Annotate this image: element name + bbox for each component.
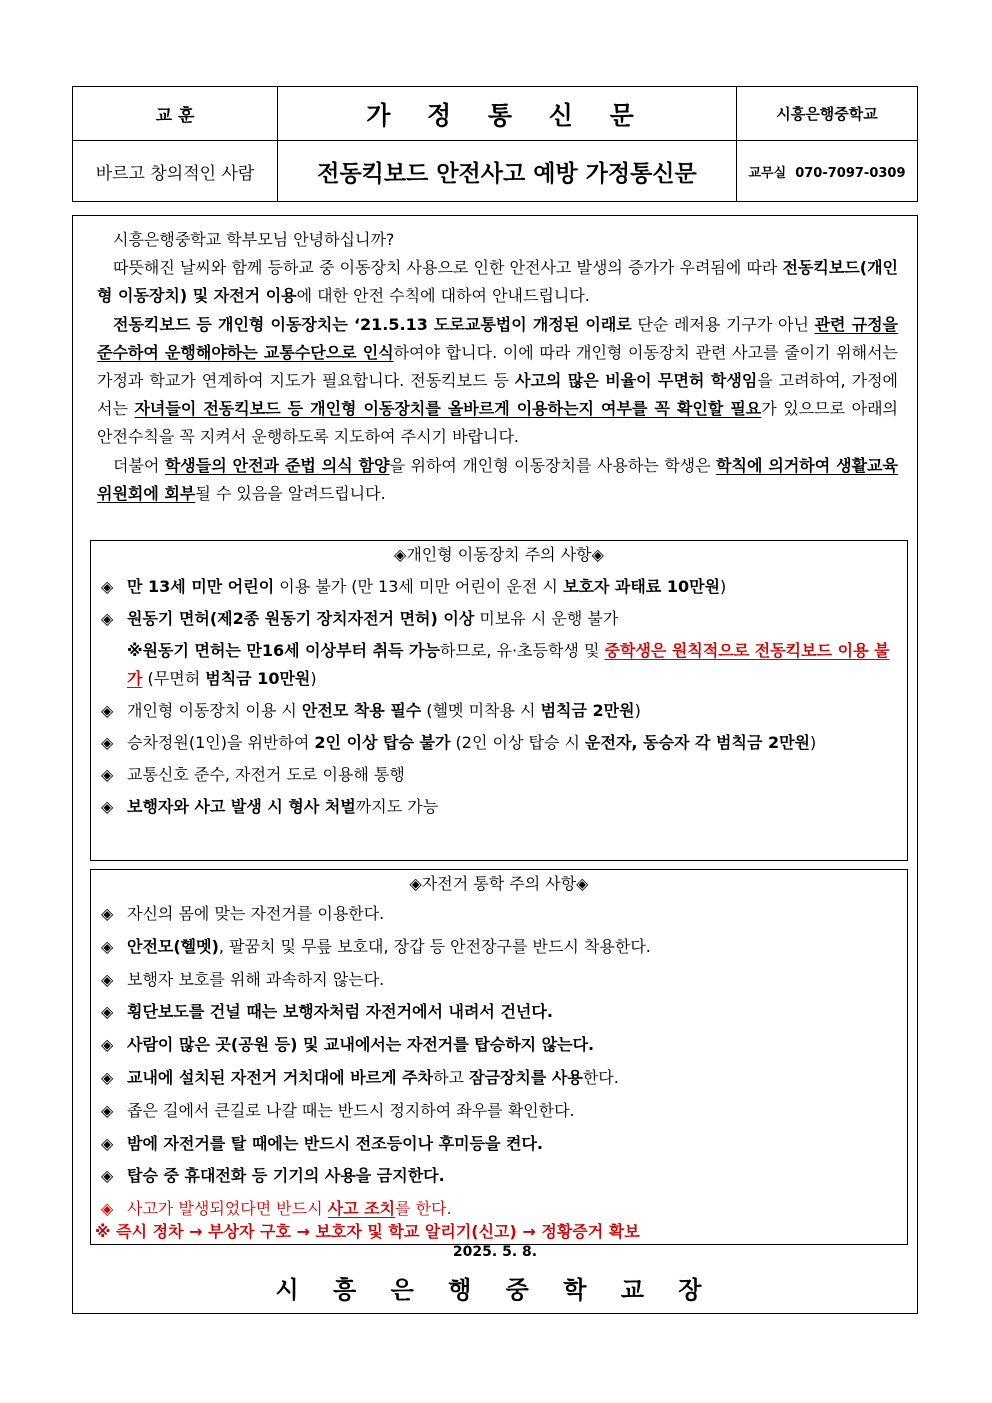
list-item: ◈ 밤에 자전거를 탈 때에는 반드시 전조등이나 후미등을 켠다. bbox=[91, 1128, 907, 1161]
diamond-bullet-icon: ◈ bbox=[101, 765, 114, 784]
list-item: ◈ 보행자와 사고 발생 시 형사 처벌까지도 가능 bbox=[91, 793, 907, 821]
motto-label: 교 훈 bbox=[73, 87, 278, 141]
list-item: ◈ 탑승 중 휴대전화 등 기기의 사용을 금지한다. bbox=[91, 1160, 907, 1193]
list-item: ◈ 사고가 발생되었다면 반드시 사고 조치를 한다. bbox=[91, 1193, 907, 1226]
diamond-bullet-icon: ◈ bbox=[101, 609, 114, 628]
list-item: ◈ 횡단보도를 건널 때는 보행자처럼 자전거에서 내려서 건넌다. bbox=[91, 996, 907, 1029]
intro-paragraph-1: 따뜻해진 날씨와 함께 등하교 중 이동장치 사용으로 인한 안전사고 발생의 증가가 우려됨에 따라 전동킥보드(개인형 이동장치) 및 자전거 이용에 대한 안전 수칙에 대하여 안내드립니다. bbox=[97, 258, 898, 306]
bike-caution-title: ◈자전거 통학 주의 사항◈ bbox=[409, 874, 589, 893]
list-item: ◈ 안전모(헬멧), 팔꿈치 및 무릎 보호대, 장갑 등 안전장구를 반드시 착용한다. bbox=[91, 931, 907, 964]
school-name: 시흥은행중학교 bbox=[737, 87, 918, 141]
office-phone: 교무실 070-7097-0309 bbox=[737, 141, 918, 202]
diamond-bullet-icon: ◈ bbox=[101, 733, 114, 752]
list-item: ◈ 좁은 길에서 큰길로 나갈 때는 반드시 정지하여 좌우를 확인한다. bbox=[91, 1095, 907, 1128]
header-table bbox=[72, 86, 918, 202]
bike-caution-box bbox=[90, 869, 908, 1245]
issue-date: 2025. 5. 8. bbox=[452, 1244, 538, 1260]
pm-caution-box bbox=[90, 540, 908, 861]
document-subtitle: 전동킥보드 안전사고 예방 가정통신문 bbox=[278, 141, 737, 202]
greeting: 시흥은행중학교 학부모님 안녕하십니까? bbox=[113, 230, 395, 249]
accident-procedure: ※ 즉시 정차 → 부상자 구호 → 보호자 및 학교 알리기(신고) → 정황증거 확보 bbox=[95, 1222, 640, 1241]
intro-text bbox=[97, 226, 898, 508]
diamond-bullet-icon: ◈ bbox=[101, 1166, 114, 1186]
intro-paragraph-3: 더불어 학생들의 안전과 준법 의식 함양을 위하여 개인형 이동장치를 사용하는 학생은 학칙에 의거하여 생활교육 위원회에 회부될 수 있음을 알려드립니다. bbox=[97, 455, 898, 503]
diamond-bullet-icon: ◈ bbox=[101, 1199, 114, 1219]
diamond-bullet-icon: ◈ bbox=[101, 797, 114, 816]
license-note: ※원동기 면허는 만16세 이상부터 취득 가능하므로, 유·초등학생 및 중학생은 원칙적으로 전동킥보드 이용 불가 (무면허 범칙금 10만원) bbox=[127, 641, 890, 688]
list-item: ◈ 만 13세 미만 어린이 이용 불가 (만 13세 미만 어린이 운전 시 보호자 과태료 10만원) bbox=[91, 573, 907, 601]
pm-caution-title: ◈개인형 이동장치 주의 사항◈ bbox=[394, 545, 604, 564]
list-item: ◈ 개인형 이동장치 이용 시 안전모 착용 필수 (헬멧 미착용 시 범칙금 2만원) bbox=[91, 697, 907, 725]
diamond-bullet-icon: ◈ bbox=[101, 1100, 114, 1120]
diamond-bullet-icon: ◈ bbox=[101, 1133, 114, 1153]
list-item: ◈ 자신의 몸에 맞는 자전거를 이용한다. bbox=[91, 898, 907, 931]
list-item: ◈ 보행자 보호를 위해 과속하지 않는다. bbox=[91, 964, 907, 997]
school-motto: 바르고 창의적인 사람 bbox=[73, 141, 278, 202]
list-item: ◈ 사람이 많은 곳(공원 등) 및 교내에서는 자전거를 탑승하지 않는다. bbox=[91, 1029, 907, 1062]
diamond-bullet-icon: ◈ bbox=[101, 701, 114, 720]
principal-signature: 시 흥 은 행 중 학 교 장 bbox=[275, 1276, 715, 1304]
list-item: ◈ 승차정원(1인)을 위반하여 2인 이상 탑승 불가 (2인 이상 탑승 시 운전자, 동승자 각 범칙금 2만원) bbox=[91, 729, 907, 757]
diamond-bullet-icon: ◈ bbox=[101, 1067, 114, 1087]
list-item: ◈ 교내에 설치된 자전거 거치대에 바르게 주차하고 잠금장치를 사용한다. bbox=[91, 1062, 907, 1095]
diamond-bullet-icon: ◈ bbox=[101, 969, 114, 989]
letter-body bbox=[72, 215, 918, 1314]
diamond-bullet-icon: ◈ bbox=[101, 904, 114, 923]
diamond-bullet-icon: ◈ bbox=[101, 936, 114, 956]
diamond-bullet-icon: ◈ bbox=[101, 577, 114, 596]
list-item: ◈ 교통신호 준수, 자전거 도로 이용해 통행 bbox=[91, 761, 907, 789]
document-title: 가 정 통 신 문 bbox=[278, 87, 737, 141]
diamond-bullet-icon: ◈ bbox=[101, 1002, 114, 1022]
diamond-bullet-icon: ◈ bbox=[101, 1035, 114, 1055]
intro-paragraph-2: 전동킥보드 등 개인형 이동장치는 ‘21.5.13 도로교통법이 개정된 이래로 단순 레저용 기구가 아닌 관련 규정을 준수하여 운행해야하는 교통수단으로 인식하여야 합니다. 이에 따라 개인형 이동장치 관련 사고를 줄이기 위해서는 가정과 학교가 연계하여 지도가 필요합니다. 전동킥보드 등 사고의 많은 비율이 무면허 학생임을 고려하여, 가정에서는 자녀들이 전동킥보드 등 개인형 이동장치를 올바르게 이용하는지 여부를 꼭 확인할 필요가 있으므로 아래의 안전수칙을 꼭 지켜서 운행하도록 지도하여 주시기 바랍니다. bbox=[97, 314, 899, 447]
list-item: ◈ 원동기 면허(제2종 원동기 장치자전거 면허) 이상 미보유 시 운행 불가 bbox=[91, 605, 907, 633]
